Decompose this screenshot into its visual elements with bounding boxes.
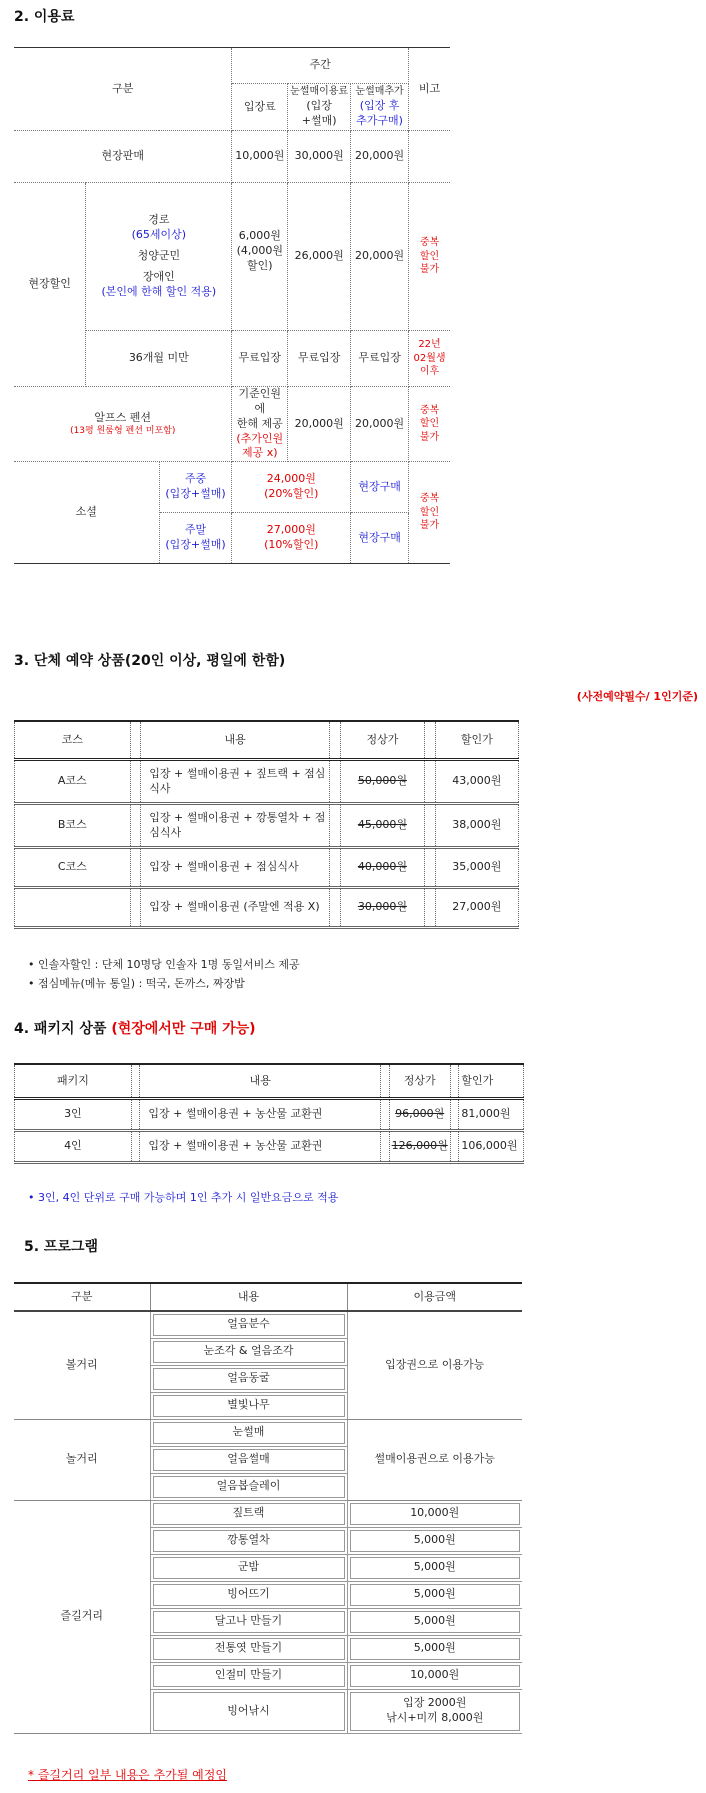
group-onsite-discount: 현장할인 — [14, 183, 86, 387]
pkg-4-sale: 106,000원 — [459, 1131, 524, 1163]
th-add-l3: 추가구매) — [356, 113, 403, 127]
pkg-3-content: 입장 + 썰매이용권 + 농산물 교환권 — [140, 1099, 381, 1131]
row-infant-c: 무료입장 — [351, 331, 409, 387]
course-d-sale: 27,000원 — [435, 888, 518, 928]
social-weekend-price — [232, 513, 351, 564]
fun-item-7: 인절미 만들기 — [150, 1662, 347, 1689]
play-item-3: 얼음봅슬레이 — [150, 1473, 347, 1500]
group-fun: 즐길거리 — [14, 1500, 150, 1733]
row-pension-a — [232, 387, 288, 462]
course-d-normal: 30,000원 — [340, 888, 424, 928]
target-disabled: 장애인 — [142, 269, 175, 283]
section5-title: 5. 프로그램 — [24, 1239, 99, 1255]
section4-title-main: 4. 패키지 상품 — [14, 1021, 112, 1037]
discount-a2: (4,000원 — [236, 243, 283, 257]
group-sights: 볼거리 — [14, 1311, 150, 1419]
course-d — [15, 888, 131, 928]
course-b-c2: 심식사 — [149, 825, 182, 839]
sights-item-1: 얼음분수 — [150, 1311, 347, 1338]
infant-note-3: 이후 — [419, 366, 440, 378]
row-pension-c: 20,000원 — [351, 387, 409, 462]
target-senior-age: (65세이상) — [131, 228, 187, 242]
fun-price-3: 5,000원 — [347, 1554, 522, 1581]
fee-table — [14, 47, 450, 564]
section4-title — [14, 1018, 256, 1038]
sights-item-2: 눈조각 & 얼음조각 — [150, 1338, 347, 1365]
course-a-c1: 입장 + 썰매이용권 + 짚트랙 + 점심 — [149, 766, 326, 780]
row-onsite-label: 현장판매 — [14, 131, 232, 183]
th-pkg-normal: 정상가 — [389, 1064, 450, 1099]
row-pension-note — [409, 387, 450, 462]
play-item-2: 얼음썰매 — [150, 1446, 347, 1473]
course-c-sale: 35,000원 — [435, 848, 518, 888]
row-onsite-b: 30,000원 — [288, 131, 351, 183]
pension-name: 알프스 펜션 — [94, 410, 152, 424]
row-infant-note — [409, 331, 450, 387]
weekend-p2: (10%할인) — [264, 538, 319, 552]
pension-a1: 기준인원에 — [238, 387, 282, 415]
th-sled-l3: +썰매) — [301, 113, 337, 127]
row-infant-b: 무료입장 — [288, 331, 351, 387]
course-d-content: 입장 + 썰매이용권 (주말엔 적용 X) — [141, 888, 330, 928]
pkg-3-sale: 81,000원 — [459, 1099, 524, 1131]
pension-note: (13평 원룸형 펜션 미포함) — [70, 426, 176, 437]
group-play: 놀거리 — [14, 1419, 150, 1500]
th-package: 패키지 — [15, 1064, 132, 1099]
social-weekday-purchase: 현장구매 — [351, 462, 409, 513]
section3-title: 3. 단체 예약 상품(20인 이상, 평일에 한함) — [14, 653, 286, 669]
bullet-lunch-menu: • 점심메뉴(메뉴 통일) : 떡국, 돈까스, 짜장밥 — [28, 977, 245, 990]
weekday-p2: (20%할인) — [264, 487, 319, 501]
th-sale: 할인가 — [435, 721, 518, 760]
sights-item-4: 별빛나무 — [150, 1392, 347, 1419]
section4-title-note: (현장에서만 구매 가능) — [111, 1021, 256, 1037]
th-gubun: 구분 — [14, 48, 232, 131]
note-3: 불가 — [419, 264, 440, 276]
section2-title: 2. 이용료 — [14, 9, 75, 25]
social-weekend-label — [159, 513, 232, 564]
course-b-content — [141, 804, 330, 848]
weekend-l1: 주말 — [184, 523, 207, 537]
pkg-4-normal: 126,000원 — [389, 1131, 450, 1163]
fun-item-6: 전통엿 만들기 — [150, 1635, 347, 1662]
fun-price-7: 10,000원 — [347, 1662, 522, 1689]
th-sled-l2: (입장 — [306, 98, 332, 112]
note-2: 할인 — [419, 250, 440, 262]
row-onsite-c: 20,000원 — [351, 131, 409, 183]
group-booking-note: (사전예약필수/ 1인기준) — [576, 690, 698, 703]
program-footnote: * 즐길거리 일부 내용은 추가될 예정임 — [28, 1768, 227, 1782]
th-pkg-content: 내용 — [140, 1064, 381, 1099]
discount-targets — [86, 183, 232, 331]
th-ipjang: 입장료 — [232, 84, 288, 131]
fun-price-1: 10,000원 — [347, 1500, 522, 1527]
group-table — [14, 720, 519, 929]
pension-a2: 한해 제공 — [236, 416, 283, 430]
group-social: 소셜 — [14, 462, 159, 564]
play-price: 썰매이용권으로 이용가능 — [347, 1419, 522, 1500]
course-b-sale: 38,000원 — [435, 804, 518, 848]
course-a-normal: 50,000원 — [340, 760, 424, 804]
fun-price-8 — [347, 1689, 522, 1733]
discount-a — [232, 183, 288, 331]
social-n2: 할인 — [419, 506, 440, 518]
social-n3: 불가 — [419, 520, 440, 532]
course-c-normal: 40,000원 — [340, 848, 424, 888]
row-pension-b: 20,000원 — [288, 387, 351, 462]
fun-item-4: 빙어뜨기 — [150, 1581, 347, 1608]
th-normal: 정상가 — [340, 721, 424, 760]
fun-item-8: 빙어낚시 — [150, 1689, 347, 1733]
th-add-l1: 눈썰매추가 — [355, 86, 404, 98]
discount-a1: 6,000원 — [238, 229, 281, 242]
row-infant-label: 36개월 미만 — [86, 331, 232, 387]
th-jugan: 주간 — [232, 48, 409, 84]
course-a: A코스 — [15, 760, 131, 804]
th-prog-gubun: 구분 — [14, 1283, 150, 1311]
pension-n3: 불가 — [419, 431, 440, 443]
fun-price-6: 5,000원 — [347, 1635, 522, 1662]
pension-a3: (추가인원 — [236, 431, 284, 445]
pkg-4-content: 입장 + 썰매이용권 + 농산물 교환권 — [140, 1131, 381, 1163]
fishing-entry-price: 입장 2000원 — [403, 1696, 467, 1710]
th-add-l2: (입장 후 — [359, 98, 400, 112]
bullet-guide-discount: • 인솔자할인 : 단체 10명당 인솔자 1명 동일서비스 제공 — [28, 958, 300, 971]
course-b: B코스 — [15, 804, 131, 848]
pension-n1: 중복 — [419, 404, 440, 416]
weekend-l2: (입장+썰매) — [165, 538, 226, 552]
fun-price-4: 5,000원 — [347, 1581, 522, 1608]
th-content: 내용 — [141, 721, 330, 760]
th-sled-l1: 눈썰매이용료 — [290, 86, 349, 98]
course-b-c1: 입장 + 썰매이용권 + 깡통열차 + 점 — [149, 810, 326, 824]
target-disabled-note: (본인에 한해 할인 적용) — [101, 284, 217, 298]
social-weekday-label — [159, 462, 232, 513]
course-a-sale: 43,000원 — [435, 760, 518, 804]
th-prog-price: 이용금액 — [347, 1283, 522, 1311]
discount-a3: 할인) — [247, 258, 273, 272]
sights-item-3: 얼음동굴 — [150, 1365, 347, 1392]
pension-n2: 할인 — [419, 418, 440, 430]
social-weekday-price — [232, 462, 351, 513]
infant-note-1: 22년 — [418, 339, 441, 351]
row-infant-a: 무료입장 — [232, 331, 288, 387]
course-a-content — [141, 760, 330, 804]
infant-note-2: 02월생 — [413, 352, 446, 364]
th-sled — [288, 84, 351, 131]
row-pension-label — [14, 387, 232, 462]
row-onsite-note — [409, 131, 450, 183]
discount-note — [409, 183, 450, 331]
package-table — [14, 1063, 524, 1164]
row-onsite-a: 10,000원 — [232, 131, 288, 183]
target-senior: 경로 — [148, 213, 170, 227]
pkg-3-normal: 96,000원 — [389, 1099, 450, 1131]
th-bigo: 비고 — [409, 48, 450, 131]
social-weekend-purchase: 현장구매 — [351, 513, 409, 564]
fun-item-5: 달고나 만들기 — [150, 1608, 347, 1635]
course-b-normal: 45,000원 — [340, 804, 424, 848]
fishing-bait-price: 낚시+미끼 8,000원 — [386, 1711, 484, 1724]
target-resident: 청양군민 — [137, 249, 181, 263]
pension-a4: 제공 x) — [242, 446, 278, 460]
fun-item-3: 군밤 — [150, 1554, 347, 1581]
fun-item-1: 짚트랙 — [150, 1500, 347, 1527]
weekend-p1: 27,000원 — [266, 523, 316, 537]
pkg-3: 3인 — [15, 1099, 132, 1131]
program-table — [14, 1282, 522, 1734]
discount-b: 26,000원 — [288, 183, 351, 331]
course-c: C코스 — [15, 848, 131, 888]
weekday-l1: 주중 — [184, 472, 207, 486]
pkg-4: 4인 — [15, 1131, 132, 1163]
fun-item-2: 깡통열차 — [150, 1527, 347, 1554]
th-course: 코스 — [15, 721, 131, 760]
th-pkg-sale: 할인가 — [459, 1064, 524, 1099]
course-a-c2: 식사 — [149, 781, 171, 795]
weekday-l2: (입장+썰매) — [165, 487, 226, 501]
social-n1: 중복 — [419, 493, 440, 505]
fun-price-5: 5,000원 — [347, 1608, 522, 1635]
social-note — [409, 462, 450, 564]
sights-price: 입장권으로 이용가능 — [347, 1311, 522, 1419]
course-c-content: 입장 + 썰매이용권 + 점심식사 — [141, 848, 330, 888]
discount-c: 20,000원 — [351, 183, 409, 331]
play-item-1: 눈썰매 — [150, 1419, 347, 1446]
fun-price-2: 5,000원 — [347, 1527, 522, 1554]
note-1: 중복 — [419, 237, 440, 249]
th-prog-content: 내용 — [150, 1283, 347, 1311]
bullet-package-note: • 3인, 4인 단위로 구매 가능하며 1인 추가 시 일반요금으로 적용 — [28, 1191, 339, 1204]
th-add — [351, 84, 409, 131]
weekday-p1: 24,000원 — [266, 472, 316, 486]
